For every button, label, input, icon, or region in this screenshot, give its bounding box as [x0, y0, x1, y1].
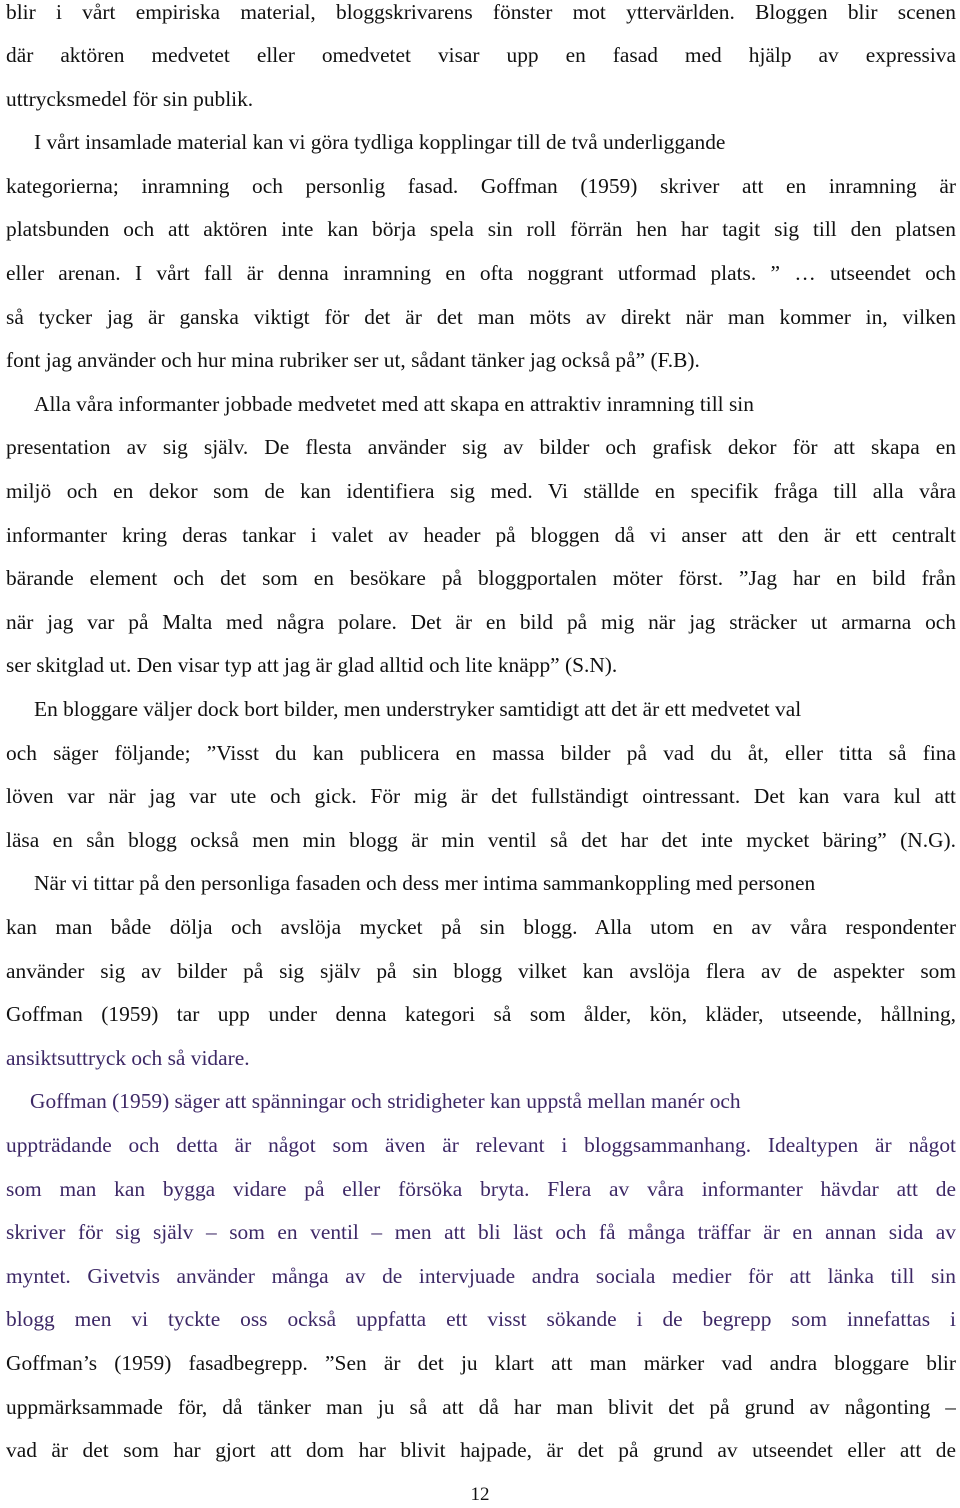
text-line: font jag använder och hur mina rubriker ser ut, sådant tänker jag också på” (F.B). — [6, 348, 700, 372]
text-line: eller arenan. I vårt fall är denna inramning en ofta noggrant utformad plats. ” … utseendet och — [6, 261, 956, 285]
text-line: uttrycksmedel för sin publik. — [6, 87, 254, 111]
text-line: uppträdande och detta är något som även är relevant i bloggsammanhang. Idealtypen är något — [6, 1133, 956, 1157]
text-line: löven var när jag var ute och gick. För mig är det fullständigt ointressant. Det kan vara kul att — [6, 784, 956, 808]
text-line: Alla våra informanter jobbade medvetet med att skapa en attraktiv inramning till sin — [34, 392, 754, 416]
text-line: Goffman (1959) tar upp under denna kategori så som ålder, kön, kläder, utseende, hållning, — [6, 1002, 956, 1026]
text-line: vad är det som har gjort att dom har blivit hajpade, är det på grund av utseendet eller att de — [6, 1438, 956, 1462]
text-line: uppmärksammade för, då tänker man ju så att då har man blivit det på grund av någonting – — [6, 1395, 956, 1419]
text-line: blogg men vi tyckte oss också uppfatta ett visst sökande i de begrepp som innefattas i — [6, 1307, 956, 1331]
text-line: Goffman (1959) säger att spänningar och stridigheter kan uppstå mellan manér och — [30, 1089, 741, 1113]
text-line: som man kan bygga vidare på eller försöka bryta. Flera av våra informanter hävdar att de — [6, 1177, 956, 1201]
text-line: myntet. Givetvis använder många av de intervjuade andra sociala medier för att länka till sin — [6, 1264, 956, 1288]
text-line: där aktören medvetet eller omedvetet visar upp en fasad med hjälp av expressiva — [6, 43, 956, 67]
text-line: när jag var på Malta med några polare. Det är en bild på mig när jag sträcker ut armarna och — [6, 610, 956, 634]
text-line: presentation av sig själv. De flesta använder sig av bilder och grafisk dekor för att skapa en — [6, 435, 956, 459]
text-line: En bloggare väljer dock bort bilder, men understryker samtidigt att det är ett medvetet val — [34, 697, 802, 721]
text-line: kan man både dölja och avslöja mycket på sin blogg. Alla utom en av våra respondenter — [6, 915, 956, 939]
text-line: läsa en sån blogg också men min blogg är min ventil så det har det inte mycket bäring” (N.G). — [6, 828, 956, 852]
text-line: använder sig av bilder på sig själv på sin blogg vilket kan avslöja flera av de aspekter som — [6, 959, 956, 983]
text-line: Goffman’s (1959) fasadbegrepp. ”Sen är det ju klart att man märker vad andra bloggare blir — [6, 1351, 956, 1375]
text-line: ansiktsuttryck och så vidare. — [6, 1046, 250, 1070]
text-line: bärande element och det som en besökare på bloggportalen möter först. ”Jag har en bild från — [6, 566, 956, 590]
text-line: miljö och en dekor som de kan identifiera sig med. Vi ställde en specifik fråga till alla våra — [6, 479, 956, 503]
text-line: kategorierna; inramning och personlig fasad. Goffman (1959) skriver att en inramning är — [6, 174, 956, 198]
text-line: och säger följande; ”Visst du kan publicera en massa bilder på vad du åt, eller titta så fina — [6, 741, 956, 765]
text-line: så tycker jag är ganska viktigt för det är det man möts av direkt när man kommer in, vilken — [6, 305, 956, 329]
text-line: ser skitglad ut. Den visar typ att jag är glad alltid och lite knäpp” (S.N). — [6, 653, 618, 677]
text-line: skriver för sig själv – som en ventil – men att bli läst och få många träffar är en annan sida av — [6, 1220, 956, 1244]
page-number: 12 — [470, 1484, 490, 1505]
text-line: När vi tittar på den personliga fasaden och dess mer intima sammankoppling med personen — [34, 871, 816, 895]
text-line: blir i vårt empiriska material, bloggskrivarens fönster mot yttervärlden. Bloggen blir scenen — [6, 0, 956, 24]
text-line: platsbunden och att aktören inte kan börja spela sin roll förrän hen har tagit sig till den platsen — [6, 217, 956, 241]
text-line: I vårt insamlade material kan vi göra tydliga kopplingar till de två underliggande — [34, 130, 726, 154]
text-line: informanter kring deras tankar i valet av header på bloggen då vi anser att den är ett centralt — [6, 523, 956, 547]
